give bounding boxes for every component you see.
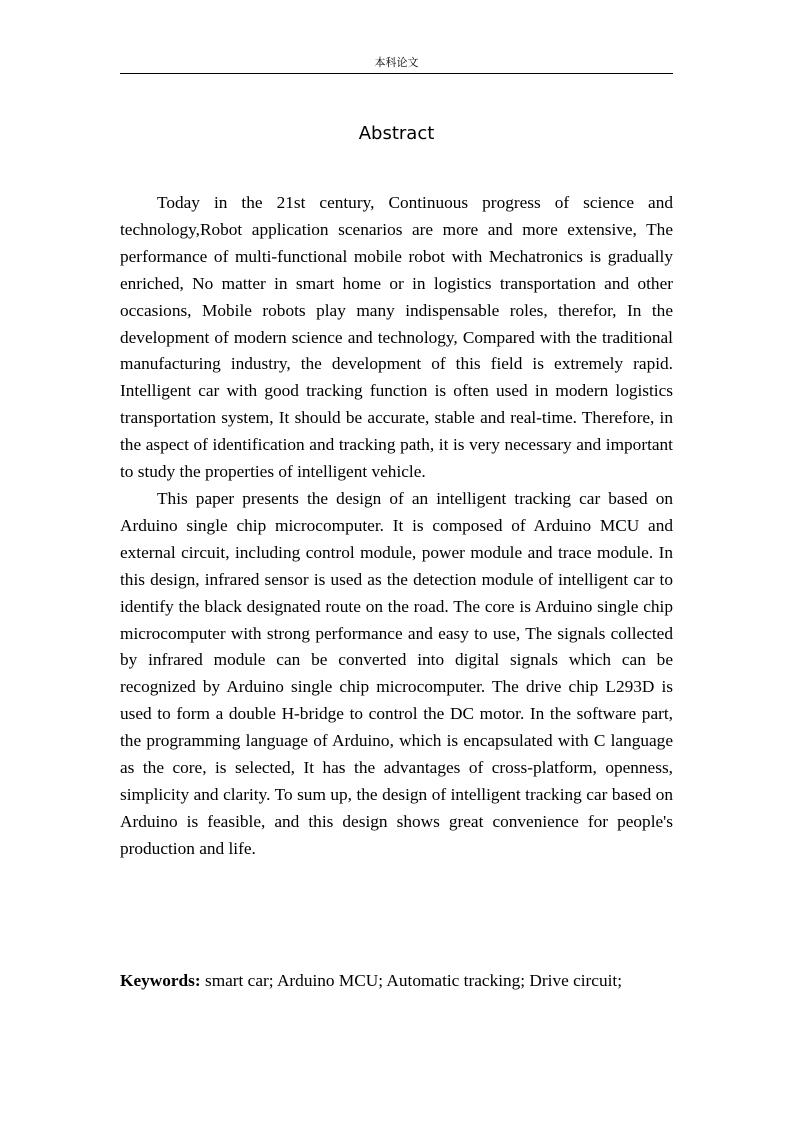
header-divider [120,73,673,74]
abstract-title: Abstract [358,123,435,144]
abstract-paragraph: This paper presents the design of an intelligent tracking car based on Arduino single chip microcomputer. It is composed of Arduino MCU and external circuit, including control module, power module and trace module. In this design, infrared sensor is used as the detection module of intelligent car to identify the black designated route on the road. The core is Arduino single chip microcomputer with strong performance and easy to use, The signals collected by infrared module can be converted into digital signals which can be recognized by Arduino single chip microcomputer. The drive chip L293D is used to form a double H-bridge to control the DC motor. In the software part, the programming language of Arduino, which is encapsulated with C language as the core, is selected, It has the advantages of cross-platform, openness, simplicity and clarity. To sum up, the design of intelligent tracking car based on Arduino is feasible, and this design shows great convenience for people's production and life. [120,488,673,858]
keywords-text: smart car; Arduino MCU; Automatic tracking; Drive circuit; [204,971,623,990]
keywords-line [120,968,680,994]
abstract-paragraph: Today in the 21st century, Continuous progress of science and technology,Robot application scenarios are more and more extensive, The performance of multi-functional mobile robot with Mechatronics is gradually enriched, No matter in smart home or in logistics transportation and other occasions, Mobile robots play many indispensable roles, therefor, In the development of modern science and technology, Compared with the traditional manufacturing industry, the development of this field is extremely rapid. Intelligent car with good tracking function is often used in modern logistics transportation system, It should be accurate, stable and real-time. Therefore, in the aspect of identification and tracking path, it is very necessary and important to study the properties of intelligent vehicle. [120,193,673,482]
abstract-body [120,190,673,863]
running-header: 本科论文 [374,56,419,69]
keywords-label: Keywords: [120,971,201,990]
